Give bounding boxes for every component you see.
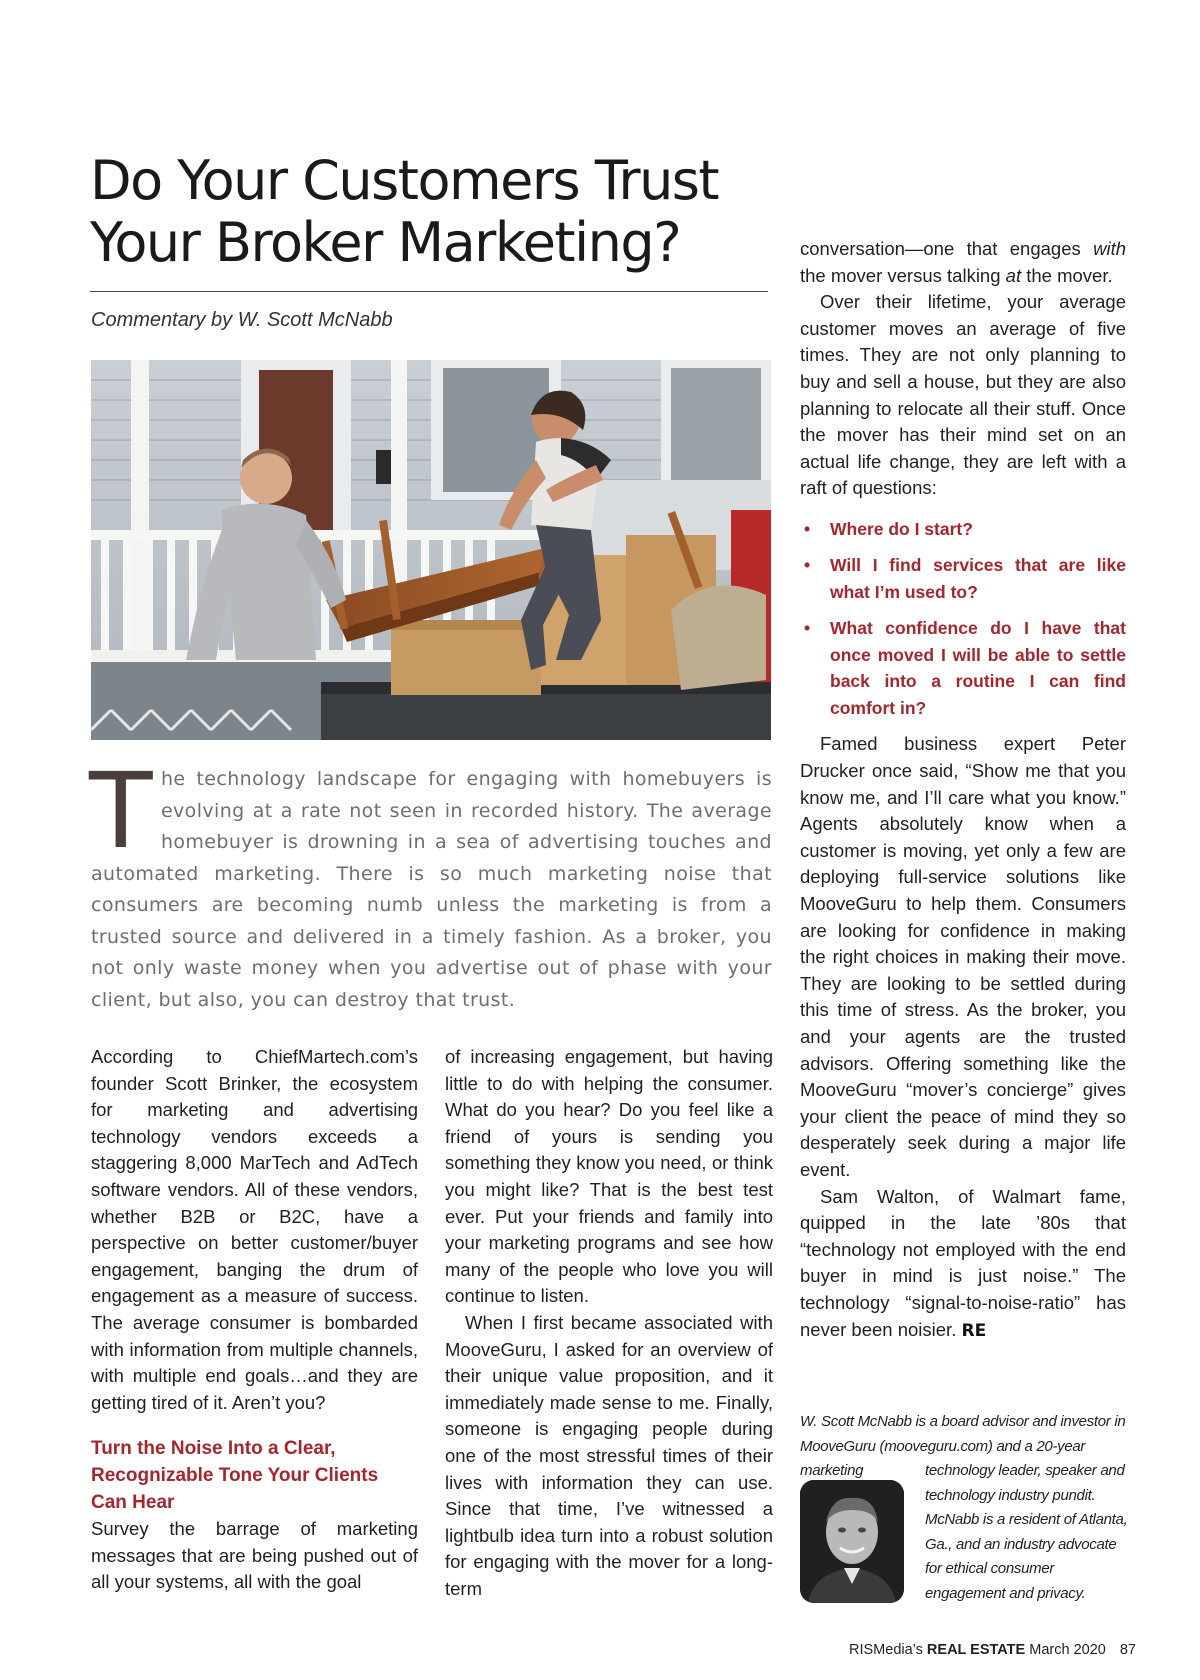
body-paragraph: Over their lifetime, your average customer moves an average of five times. They are not only planning to buy and sell a house, but they are also planning to relocate all their stuff. Once the mover has their mind set on an actual life change, they are left with a raft of questions: (800, 291, 1126, 499)
question-list (800, 516, 1126, 722)
byline: Commentary by W. Scott McNabb (91, 309, 393, 331)
body-paragraph (800, 236, 1126, 289)
issue-date: March 2020 (1029, 1642, 1106, 1658)
author-headshot-icon (800, 1480, 904, 1603)
author-bio-side: technology leader, speaker and technology industry pundit. McNabb is a resident of Atlanta, Ga., and an industry advocate for ethical consumer engagement and privacy. (925, 1462, 1128, 1602)
couple-moving-furniture-photo (91, 360, 771, 740)
list-item (800, 516, 1126, 543)
list-item (800, 615, 1126, 721)
list-item (800, 552, 1126, 605)
italic-word: at (1005, 264, 1022, 286)
lede-text: he technology landscape for engaging with homebuyers is evolving at a rate not seen in recorded history. The average homebuyer is drowning in a sea of advertising touches and automated marketing. There is so much marketing noise that consumers are becoming numb unless the marketing is from a trusted source and delivered in a timely fashion. As a broker, you not only waste money when you advertise out of phase with your client, but also, you can destroy that trust. (91, 768, 772, 1011)
article-photo (91, 360, 771, 740)
title-line-1: Do Your Customers Trust (90, 149, 719, 212)
author-bio-top: W. Scott McNabb is a board advisor and investor in MooveGuru (mooveguru.com) and a 20-year marketing (800, 1413, 1126, 1479)
text-run: Sam Walton, of Walmart fame, quipped in the late ’80s that “technology not employed with the end buyer in mind is just noise.” The technology “signal-to-noise-ratio” has never been noisier. (800, 1185, 1126, 1340)
bullet-icon: • (804, 618, 811, 639)
body-paragraph: of increasing engagement, but having little to do with helping the consumer. What do you hear? Do you feel like a friend of yours is sending you something they know you need, or think you might like? That is the best test ever. Put your friends and family into your marketing programs and see how many of the people who love you will continue to listen. (445, 1046, 773, 1307)
lede-paragraph (89, 750, 772, 1016)
section-subhead: Turn the Noise Into a Clear, Recognizable Tone Your Clients Can Hear (91, 1438, 379, 1513)
body-paragraph: Survey the barrage of marketing messages that are being pushed out of all your systems, all with the goal (91, 1518, 418, 1593)
body-paragraph (800, 1184, 1126, 1345)
text-run: the mover. (1021, 264, 1113, 286)
drop-cap: T (89, 750, 153, 872)
text-run: conversation—one that engages (800, 238, 1094, 259)
question-text: Where do I start? (830, 518, 973, 539)
body-paragraph: When I first became associated with MooveGuru, I asked for an overview of their unique value proposition, and it immediately made sense to me. Finally, someone is engaging people during one of the most stressful times of their lives with information they can use. Since that time, I’ve witnessed a lightbulb idea turn into a robust solution for engaging with the mover for a long-term (445, 1311, 773, 1599)
publisher-name: RISMedia’s (849, 1642, 923, 1658)
author-headshot-photo (800, 1480, 904, 1603)
article-title (90, 150, 770, 274)
column-1 (91, 1044, 418, 1596)
title-line-2: Your Broker Marketing? (90, 211, 681, 274)
page-footer (849, 1642, 1136, 1658)
body-paragraph: Famed business expert Peter Drucker once said, “Show me that you know me, and I’ll care what you know.” Agents absolutely know when a customer is moving, yet only a few are deploying full-service solutions like MooveGuru to help them. Consumers are looking for confidence in making the right choices in making their move. They are looking to be settled during this time of stress. As the broker, you and your agents are the trusted advisors. Offering something like the MooveGuru “mover’s concierge” gives your client the peace of mind they so desperately seek during a major life event. (800, 733, 1126, 1180)
italic-word: with (1093, 238, 1126, 259)
bullet-icon: • (804, 518, 811, 539)
question-text: What confidence do I have that once moved I will be able to settle back into a routine I can find comfort in? (830, 618, 1126, 718)
text-run: the mover versus talking (800, 264, 1006, 286)
bullet-icon: • (804, 555, 811, 576)
end-mark: RE (961, 1320, 987, 1341)
body-paragraph: According to ChiefMartech.com’s founder Scott Brinker, the ecosystem for marketing and advertising technology vendors exceeds a staggering 8,000 MarTech and AdTech software vendors. All of these vendors, whether B2B or B2C, have a perspective on better customer/buyer engagement, banging the drum of engagement as a measure of success. The average consumer is bombarded with information from multiple channels, with multiple end goals…and they are getting tired of it. Aren’t you? (91, 1046, 418, 1413)
title-divider (90, 291, 768, 292)
page-number: 87 (1119, 1642, 1136, 1658)
magazine-name: REAL ESTATE (926, 1642, 1026, 1658)
column-3 (800, 236, 1126, 1344)
column-2 (445, 1044, 773, 1602)
question-text: Will I find services that are like what I’m used to? (830, 555, 1126, 602)
